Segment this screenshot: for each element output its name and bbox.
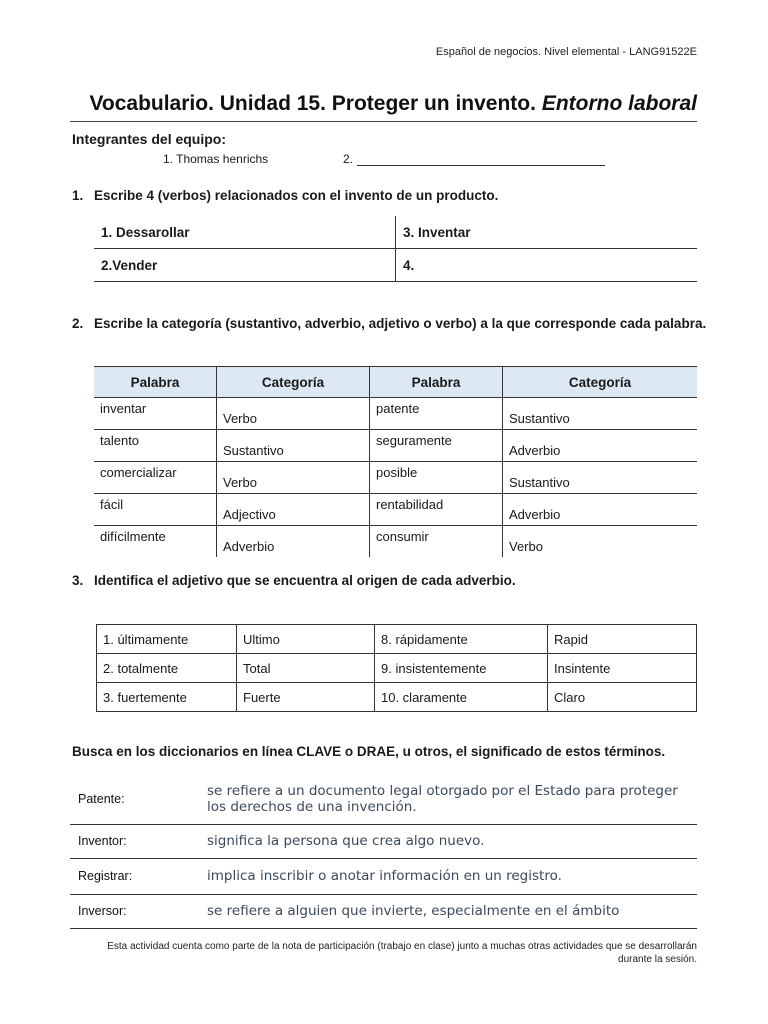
word-cell: seguramente — [370, 430, 503, 462]
adjective-cell[interactable]: Ultimo — [237, 625, 375, 654]
adverb-cell: 10. claramente — [375, 683, 548, 712]
term-cell: Inversor: — [70, 894, 199, 928]
team-member-2-number: 2. — [343, 152, 354, 166]
team-member-2-blank[interactable] — [357, 153, 605, 166]
adverb-cell: 1. últimamente — [97, 625, 237, 654]
category-cell[interactable]: Adverbio — [217, 526, 370, 558]
question-2 — [72, 316, 706, 331]
category-cell[interactable]: Sustantivo — [503, 398, 698, 430]
table-row — [70, 858, 697, 894]
category-cell[interactable]: Verbo — [509, 539, 543, 554]
title-divider — [70, 121, 697, 122]
table-header-row — [94, 367, 697, 398]
adjective-cell[interactable]: Insintente — [548, 654, 697, 683]
question-1 — [72, 188, 498, 203]
column-header: Palabra — [370, 367, 503, 398]
question-2-text: Escribe la categoría (sustantivo, adverbio, adjetivo o verbo) a la que corresponde cada palabra. — [94, 316, 707, 331]
page-title — [70, 92, 697, 116]
word-cell: patente — [370, 398, 503, 430]
adverb-cell: 8. rápidamente — [375, 625, 548, 654]
adverb-cell: 3. fuertemente — [97, 683, 237, 712]
adverb-table — [96, 624, 697, 712]
title-italic: Entorno laboral — [541, 92, 697, 115]
verb-cell[interactable]: 1. Dessarollar — [94, 216, 396, 249]
word-cell: inventar — [94, 398, 217, 430]
word-cell: consumir — [370, 526, 503, 558]
definition-cell[interactable]: implica inscribir o anotar información en un registro. — [199, 858, 697, 894]
team-member-2 — [343, 152, 605, 166]
table-row — [97, 683, 697, 712]
word-cell: posible — [370, 462, 503, 494]
definitions-table — [70, 774, 697, 929]
word-cell: rentabilidad — [370, 494, 503, 526]
definition-cell[interactable]: significa la persona que crea algo nuevo. — [199, 824, 697, 858]
table-row — [94, 526, 697, 558]
adjective-cell[interactable]: Fuerte — [237, 683, 375, 712]
title-main: Vocabulario. Unidad 15. Proteger un invento. — [89, 92, 536, 115]
category-cell[interactable]: Sustantivo — [217, 430, 370, 462]
word-cell: difícilmente — [94, 526, 217, 558]
question-2-number: 2. — [72, 316, 84, 331]
term-cell: Inventor: — [70, 824, 199, 858]
verb-cell[interactable]: 4. — [396, 249, 698, 282]
term-cell: Registrar: — [70, 858, 199, 894]
table-row — [94, 494, 697, 526]
term-cell: Patente: — [70, 774, 199, 824]
table-row — [70, 774, 697, 824]
adjective-cell[interactable]: Rapid — [548, 625, 697, 654]
definition-cell[interactable]: se refiere a alguien que invierte, especialmente en el ámbito — [199, 894, 697, 928]
course-header: Español de negocios. Nivel elemental - LANG91522E — [435, 46, 697, 58]
question-1-number: 1. — [72, 188, 84, 203]
column-header: Categoría — [217, 367, 370, 398]
category-cell[interactable]: Adverbio — [503, 430, 698, 462]
category-cell[interactable]: Sustantivo — [503, 462, 698, 494]
footnote: Esta actividad cuenta como parte de la nota de participación (trabajo en clase) junto a muchas otras actividades que se desarrollarán durante la sesión. — [107, 941, 697, 965]
category-cell[interactable]: Adjectivo — [217, 494, 370, 526]
category-cell[interactable]: Adverbio — [503, 494, 698, 526]
table-row — [94, 430, 697, 462]
table-row — [94, 462, 697, 494]
word-cell: talento — [94, 430, 217, 462]
table-row — [70, 824, 697, 858]
question-3-number: 3. — [72, 573, 84, 588]
team-label: Integrantes del equipo: — [72, 131, 227, 147]
column-header: Palabra — [94, 367, 217, 398]
table-row — [94, 216, 697, 249]
adverb-cell: 9. insistentemente — [375, 654, 548, 683]
definition-cell[interactable]: se refiere a un documento legal otorgado por el Estado para proteger los derechos de una invención. — [199, 774, 697, 824]
question-4: Busca en los diccionarios en línea CLAVE o DRAE, u otros, el significado de estos términos. — [72, 744, 666, 759]
column-header: Categoría — [503, 367, 698, 398]
question-3-text: Identifica el adjetivo que se encuentra al origen de cada adverbio. — [94, 573, 516, 588]
table-row — [97, 654, 697, 683]
table-row — [97, 625, 697, 654]
verb-cell[interactable]: 3. Inventar — [396, 216, 698, 249]
adverb-cell: 2. totalmente — [97, 654, 237, 683]
table-row — [94, 398, 697, 430]
question-3 — [72, 573, 516, 588]
team-member-1: 1. Thomas henrichs — [163, 152, 269, 166]
table-row — [70, 894, 697, 928]
category-table — [94, 366, 697, 557]
verb-cell[interactable]: 2.Vender — [94, 249, 396, 282]
word-cell: comercializar — [94, 462, 217, 494]
adjective-cell[interactable]: Total — [237, 654, 375, 683]
verbs-table — [94, 216, 697, 282]
category-cell[interactable]: Verbo — [217, 398, 370, 430]
question-1-text: Escribe 4 (verbos) relacionados con el invento de un producto. — [94, 188, 499, 203]
table-row — [94, 249, 697, 282]
category-cell[interactable]: Verbo — [217, 462, 370, 494]
word-cell: fácil — [94, 494, 217, 526]
adjective-cell[interactable]: Claro — [548, 683, 697, 712]
